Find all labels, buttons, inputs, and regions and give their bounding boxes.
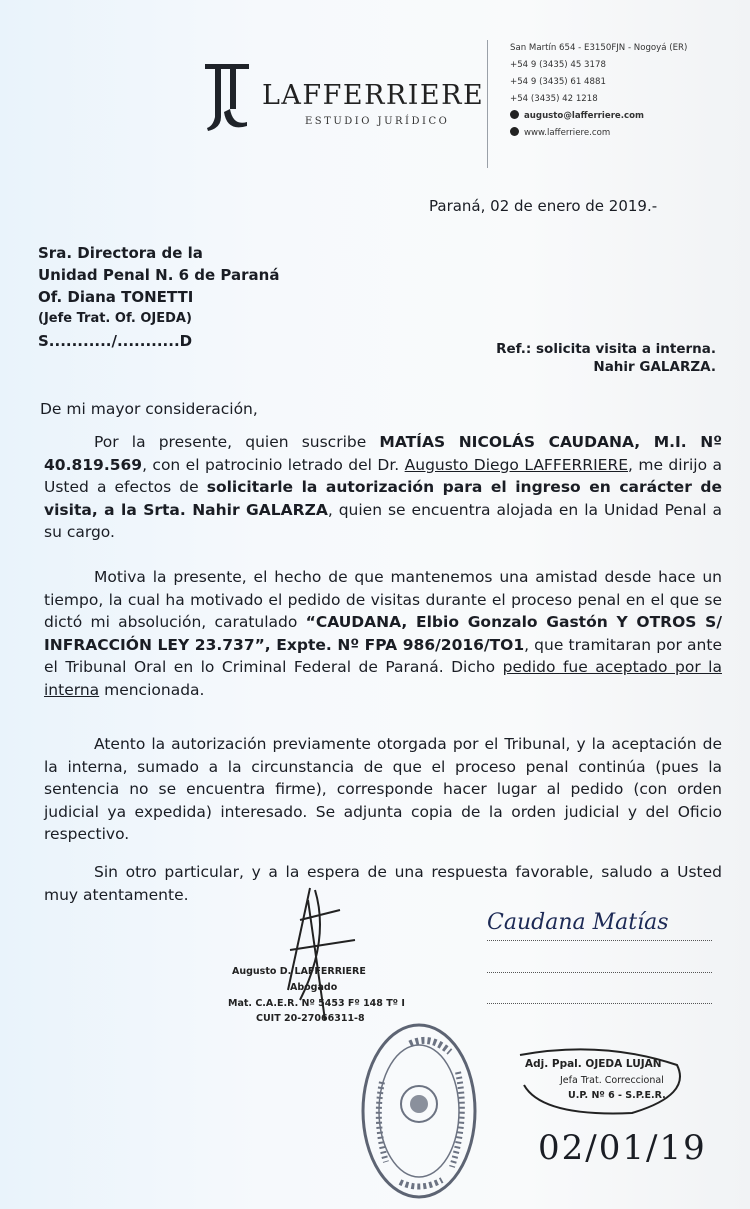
- reference-line: Ref.: solicita visita a interna.: [496, 341, 716, 357]
- lawyer-cuit-stamp: CUIT 20-27066311-8: [256, 1013, 365, 1024]
- lawyer-mat-stamp: Mat. C.A.E.R. Nº 5453 Fº 148 Tº I: [228, 998, 405, 1009]
- officer-title-stamp: Jefa Trat. Correccional: [560, 1075, 664, 1086]
- text-run: Motiva la presente, el hecho de que mantenemos una amistad desde hace un tiempo, la cual ha motivado el pedido de visitas durante el proceso penal en el que se dictó mi absolución, caratulado: [44, 568, 722, 631]
- recipient-line: Unidad Penal N. 6 de Paraná: [38, 266, 280, 284]
- lawyer-title-stamp: Abogado: [290, 982, 338, 993]
- signature-line: [487, 1003, 712, 1005]
- recipient-line: (Jefe Trat. Of. OJEDA): [38, 311, 192, 326]
- recipient-line: Of. Diana TONETTI: [38, 288, 194, 306]
- brand-subtitle: ESTUDIO JURÍDICO: [305, 116, 450, 127]
- accepted-text: pedido fue aceptado por la interna: [44, 658, 722, 699]
- text-run: , con el patrocinio letrado del Dr.: [142, 455, 405, 474]
- recipient-block: [38, 242, 279, 352]
- text-run: , me dirijo a Usted a efectos de: [44, 455, 722, 496]
- phone-line: +54 9 (3435) 61 4881: [510, 77, 606, 87]
- email-link[interactable]: augusto@lafferriere.com: [524, 111, 644, 121]
- client-signature: Caudana Matías: [487, 910, 669, 935]
- letter-date: Paraná, 02 de enero de 2019.-: [429, 197, 658, 215]
- phone-line: +54 (3435) 42 1218: [510, 94, 598, 104]
- reference-block: [470, 340, 716, 376]
- brand-name: LAFFERRIERE: [262, 80, 485, 111]
- text-run: Por la presente, quien suscribe: [94, 433, 380, 451]
- greeting: De mi mayor consideración,: [40, 400, 258, 418]
- text-run: mencionada.: [99, 680, 205, 699]
- text-run: , quien se encuentra alojada en la Unidad Penal a su cargo.: [44, 500, 722, 541]
- lawyer-name-stamp: Augusto D. LAFFERRIERE: [232, 966, 366, 977]
- officer-name-stamp: Adj. Ppal. OJEDA LUJAN: [525, 1058, 662, 1070]
- signature-line: [487, 972, 712, 974]
- handwritten-date: 02/01/19: [538, 1128, 707, 1168]
- recipient-line: Sra. Directora de la: [38, 244, 203, 262]
- text-run: Sin otro particular, y a la espera de una respuesta favorable, saludo a Usted muy atentamente.: [44, 863, 722, 904]
- recipient-line: S.........../...........D: [38, 332, 193, 350]
- paragraph-3: [44, 733, 722, 846]
- text-run: , que tramitaran por ante el Tribunal Oral en lo Criminal Federal de Paraná. Dicho: [44, 635, 722, 676]
- contact-block: [510, 40, 687, 142]
- lawyer-name: Augusto Diego LAFFERRIERE: [404, 455, 629, 474]
- paragraph-1: [44, 431, 722, 544]
- globe-icon: [510, 127, 519, 136]
- web-link[interactable]: www.lafferriere.com: [524, 128, 611, 138]
- address-line: San Martín 654 - E3150FJN - Nogoyá (ER): [510, 43, 688, 53]
- sender-name: MATÍAS NICOLÁS CAUDANA, M.I. Nº 40.819.569: [44, 433, 723, 474]
- header-divider: [487, 40, 488, 168]
- paragraph-4: [44, 861, 722, 906]
- penitentiary-seal: [360, 1022, 478, 1200]
- text-run: Atento la autorización previamente otorgada por el Tribunal, y la aceptación de la interna, sumado a la circunstancia de que el proceso penal continúa (pues la sentencia no se encuentra firme), corresponde hacer lugar al pedido (con orden judicial ya expedida) interesado. Se adjunta copia de la orden judicial y del Oficio respectivo.: [44, 735, 722, 843]
- request-text: solicitarle la autorización para el ingreso en carácter de visita, a la Srta. Nahir GALARZA: [44, 478, 722, 519]
- case-title: “CAUDANA, Elbio Gonzalo Gastón Y OTROS S/ INFRACCIÓN LEY 23.737”, Expte. Nº FPA 986/2016/TO1: [44, 613, 722, 654]
- email-icon: [510, 110, 519, 119]
- officer-unit-stamp: U.P. Nº 6 - S.P.E.R.: [568, 1090, 666, 1101]
- signature-line: [487, 940, 712, 942]
- paragraph-2: [44, 566, 722, 701]
- phone-line: +54 9 (3435) 45 3178: [510, 60, 606, 70]
- reference-line: Nahir GALARZA.: [593, 359, 716, 375]
